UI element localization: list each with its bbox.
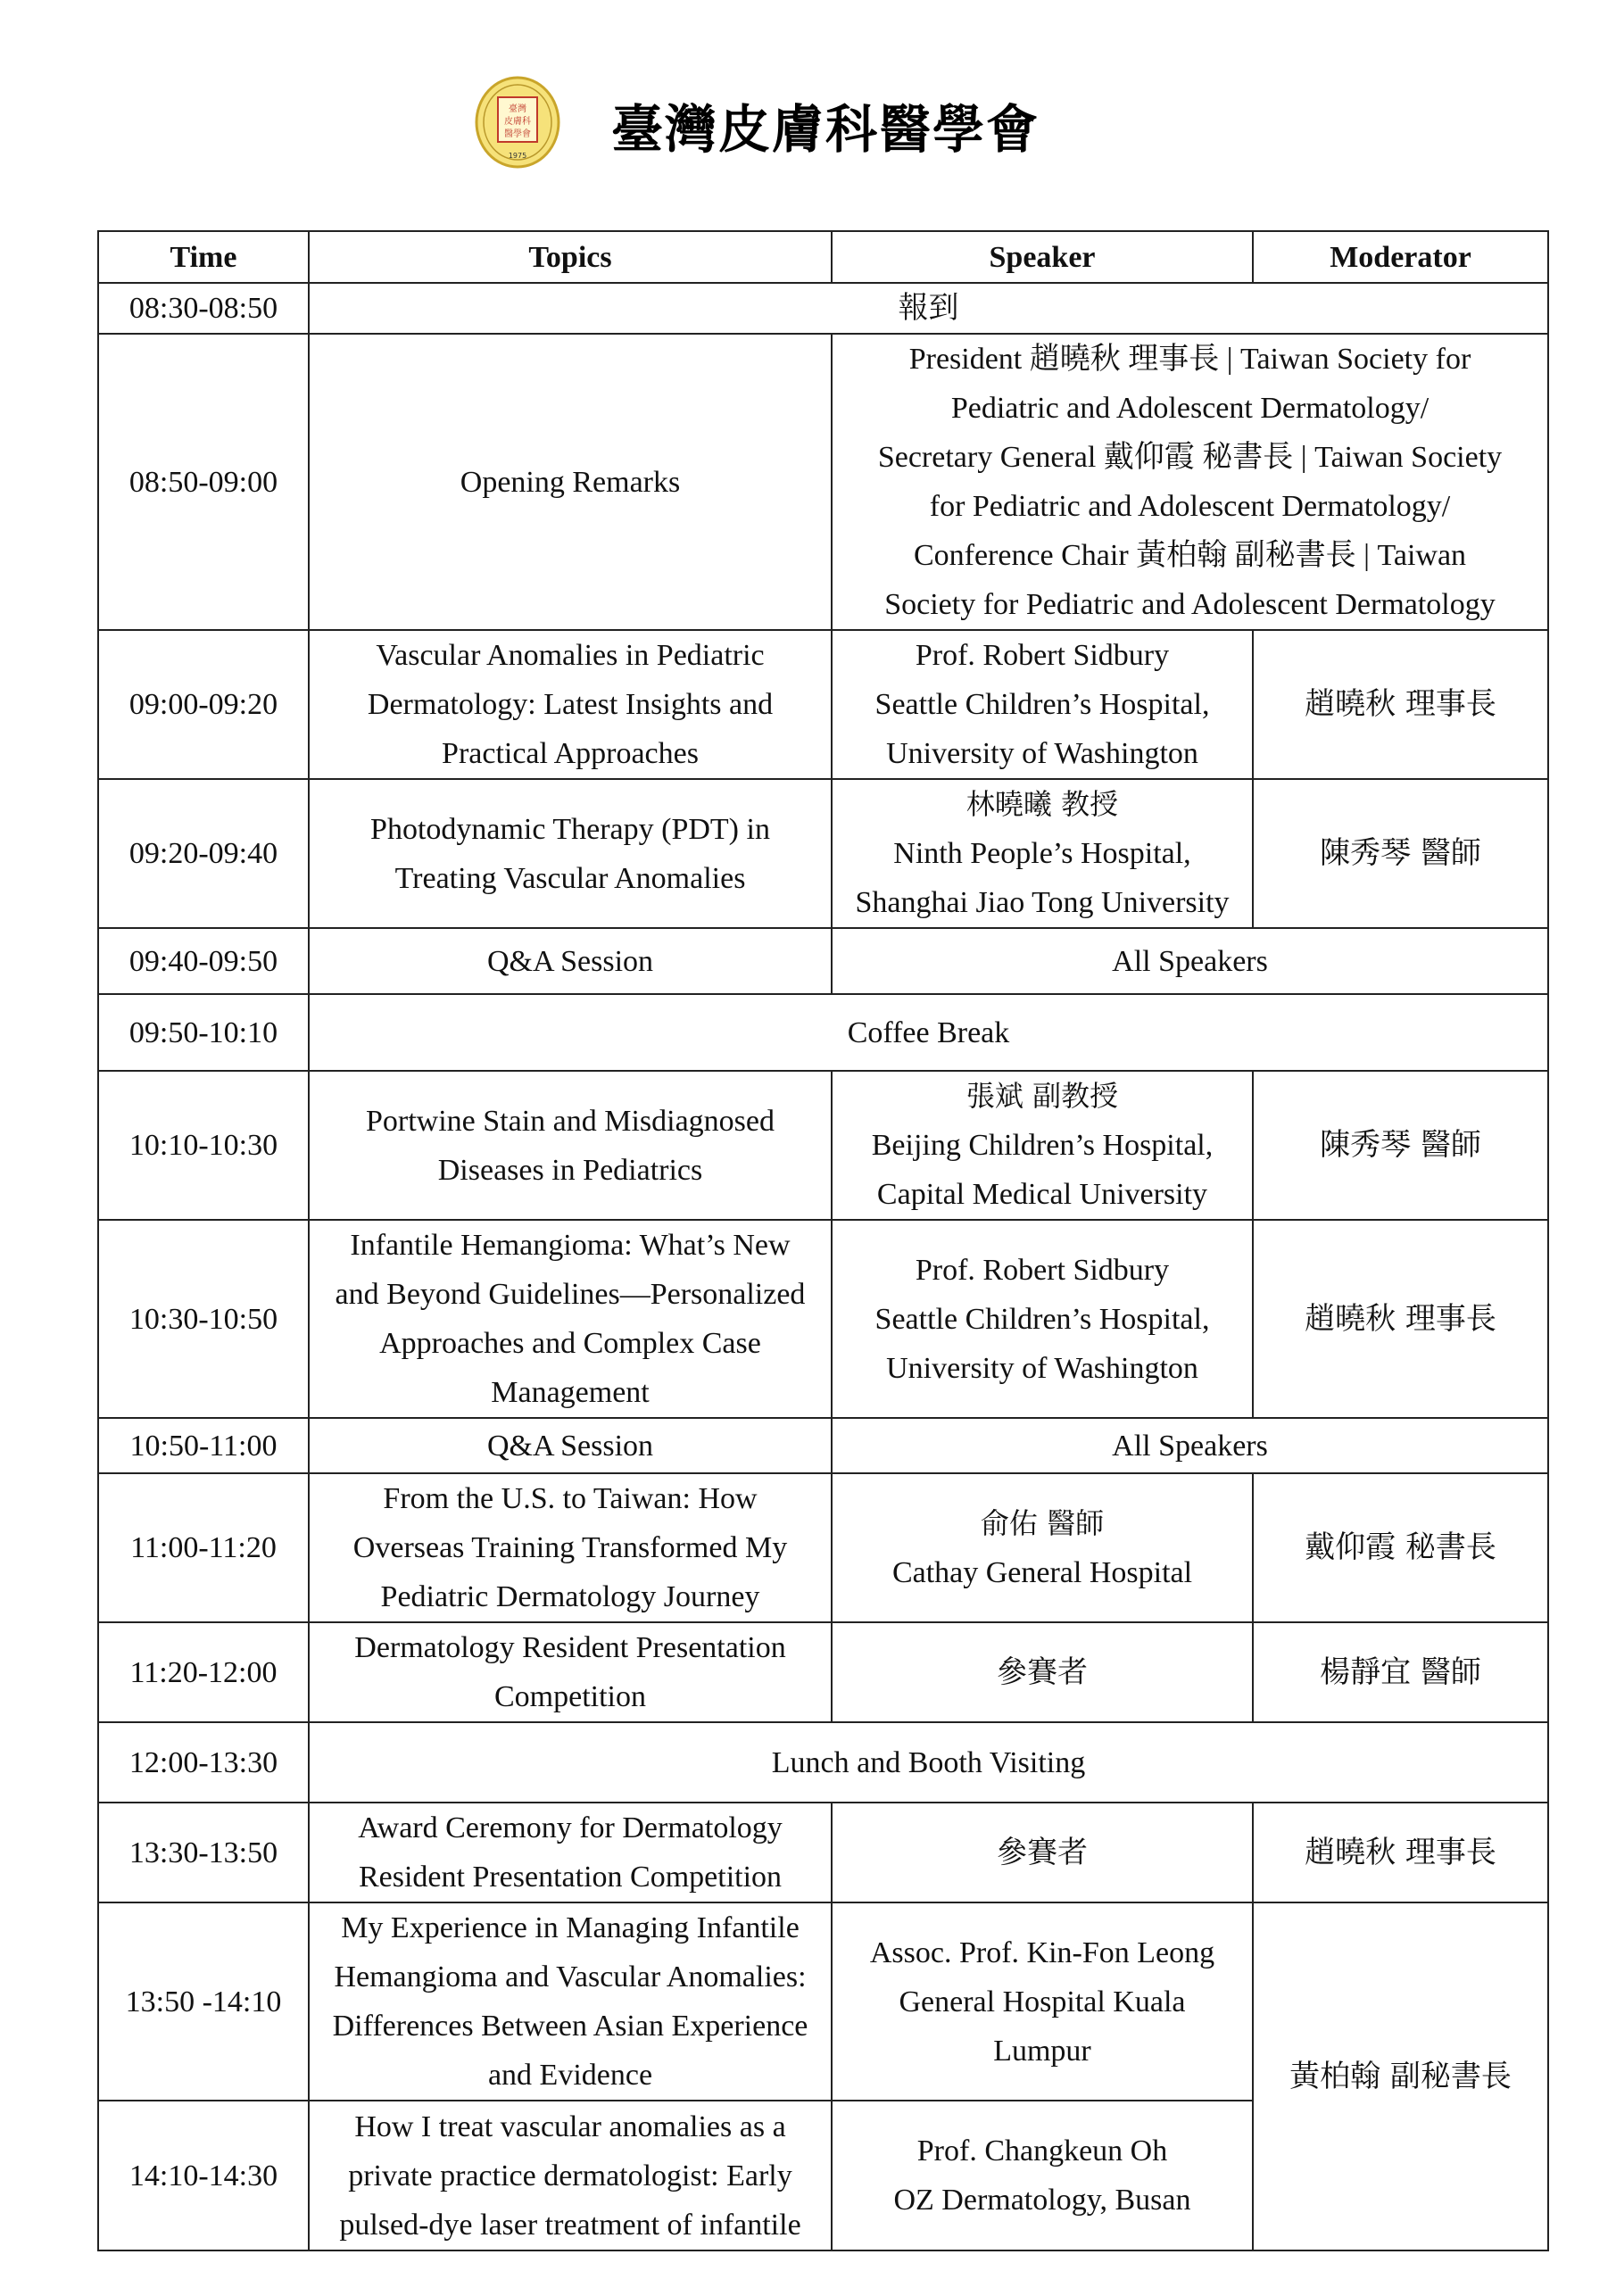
topic-line: Approaches and Complex Case (379, 1327, 761, 1360)
schedule-table (97, 230, 1549, 2251)
topic-cell (309, 1473, 832, 1622)
speaker-line: Lumpur (993, 2034, 1091, 2068)
speaker-cell (832, 2101, 1253, 2250)
topic-line: Management (491, 1376, 650, 1409)
moderator-cell: 趙曉秋 理事長 (1253, 1220, 1548, 1418)
topic-line: Hemangioma and Vascular Anomalies: (334, 1960, 807, 1993)
topic-line: My Experience in Managing Infantile (341, 1911, 800, 1944)
moderator-cell: 陳秀琴 醫師 (1253, 779, 1548, 928)
time-cell: 11:20-12:00 (98, 1622, 309, 1722)
speaker-cell (832, 1220, 1253, 1418)
topic-line: Infantile Hemangioma: What’s New (350, 1229, 791, 1262)
table-row (98, 1473, 1548, 1622)
topic-line: and Evidence (487, 2059, 653, 2092)
time-cell: 08:50-09:00 (98, 334, 309, 630)
time-cell: 12:00-13:30 (98, 1722, 309, 1803)
speaker-cell (832, 1071, 1253, 1220)
topic-cell (309, 1803, 832, 1902)
speaker-line: Secretary General 戴仰霞 秘書長 | Taiwan Society (877, 441, 1503, 474)
time-cell: 10:30-10:50 (98, 1220, 309, 1418)
moderator-cell: 楊靜宜 醫師 (1253, 1622, 1548, 1722)
topic-line: How I treat vascular anomalies as a (354, 2110, 786, 2143)
speaker-line: University of Washington (886, 1351, 1198, 1385)
table-header-row (98, 231, 1548, 283)
time-cell: 14:10-14:30 (98, 2101, 309, 2250)
logo-center-line: 醫學會 (504, 129, 531, 139)
speaker-line: Prof. Robert Sidbury (915, 1253, 1170, 1287)
topic-line: Diseases in Pediatrics (437, 1153, 703, 1187)
topic-line: Competition (494, 1680, 646, 1713)
topic-line: Treating Vascular Anomalies (394, 861, 746, 895)
table-row (98, 1071, 1548, 1220)
moderator-cell: 黃柏翰 副秘書長 (1253, 1902, 1548, 2250)
speaker-line: University of Washington (886, 737, 1198, 770)
moderator-cell: 趙曉秋 理事長 (1253, 1803, 1548, 1902)
time-cell: 09:00-09:20 (98, 630, 309, 779)
lunch-cell: Lunch and Booth Visiting (309, 1722, 1548, 1803)
topic-line: Portwine Stain and Misdiagnosed (365, 1104, 775, 1138)
registration-cell: 報到 (309, 283, 1548, 334)
logo-center-line: 皮膚科 (504, 117, 531, 127)
topic-line: Opening Remarks (460, 465, 681, 499)
topic-line: Award Ceremony for Dermatology (358, 1811, 783, 1844)
speaker-line: Prof. Changkeun Oh (916, 2134, 1168, 2168)
topic-line: Dermatology Resident Presentation (354, 1631, 786, 1664)
topic-line: pulsed-dye laser treatment of infantile (339, 2208, 801, 2242)
speaker-line: Pediatric and Adolescent Dermatology/ (950, 392, 1430, 425)
table-row (98, 1722, 1548, 1803)
speaker-cell: All Speakers (832, 1418, 1548, 1473)
time-cell: 13:30-13:50 (98, 1803, 309, 1902)
break-cell: Coffee Break (309, 994, 1548, 1071)
topic-line: Differences Between Asian Experience (332, 2010, 808, 2043)
speaker-line: Ninth People’s Hospital, (893, 837, 1191, 870)
moderator-cell: 趙曉秋 理事長 (1253, 630, 1548, 779)
logo-center-line: 臺灣 (509, 104, 526, 114)
topic-cell (309, 1622, 832, 1722)
speaker-cell (832, 630, 1253, 779)
organization-name: 臺灣皮膚科醫學會 (611, 99, 1040, 160)
speaker-line: Seattle Children’s Hospital, (874, 1302, 1210, 1336)
time-cell: 09:40-09:50 (98, 928, 309, 994)
topic-cell (309, 779, 832, 928)
speaker-cell (832, 1473, 1253, 1622)
table-row (98, 928, 1548, 994)
speaker-line: OZ Dermatology, Busan (893, 2184, 1191, 2217)
table-row (98, 779, 1548, 928)
speaker-line: Beijing Children’s Hospital, (871, 1129, 1214, 1162)
table-row (98, 994, 1548, 1071)
page-header (473, 71, 1040, 178)
moderator-cell: 戴仰霞 秘書長 (1253, 1473, 1548, 1622)
topic-line: Pediatric Dermatology Journey (380, 1580, 760, 1613)
moderator-cell: 陳秀琴 醫師 (1253, 1071, 1548, 1220)
table-row (98, 1220, 1548, 1418)
time-cell: 08:30-08:50 (98, 283, 309, 334)
column-header-moderator: Moderator (1253, 231, 1548, 283)
topic-line: private practice dermatologist: Early (348, 2159, 792, 2192)
table-row (98, 283, 1548, 334)
table-row (98, 1803, 1548, 1902)
speaker-line: Seattle Children’s Hospital, (874, 688, 1210, 721)
topic-line: and Beyond Guidelines—Personalized (335, 1278, 806, 1311)
time-cell: 11:00-11:20 (98, 1473, 309, 1622)
time-cell: 10:10-10:30 (98, 1071, 309, 1220)
speaker-line: Cathay General Hospital (891, 1555, 1193, 1589)
topic-cell (309, 1902, 832, 2101)
speaker-line: 林曉曦 教授 (965, 787, 1119, 821)
topic-cell: Q&A Session (309, 1418, 832, 1473)
table-row (98, 334, 1548, 630)
topic-line: Overseas Training Transformed My (352, 1531, 788, 1564)
topic-cell (309, 630, 832, 779)
topic-line: Practical Approaches (442, 737, 699, 770)
topic-line: Photodynamic Therapy (PDT) in (370, 812, 770, 846)
logo-year: 1975 (508, 152, 527, 160)
speaker-line: for Pediatric and Adolescent Dermatology/ (929, 490, 1451, 523)
column-header-speaker: Speaker (832, 231, 1253, 283)
column-header-time: Time (98, 231, 309, 283)
topic-cell (309, 334, 832, 630)
speaker-line: 張斌 副教授 (965, 1079, 1119, 1113)
speaker-cell (832, 334, 1548, 630)
topic-cell (309, 1071, 832, 1220)
topic-line: Vascular Anomalies in Pediatric (376, 639, 765, 672)
topic-cell (309, 2101, 832, 2250)
speaker-cell: 參賽者 (832, 1803, 1253, 1902)
table-row (98, 1622, 1548, 1722)
topic-cell: Q&A Session (309, 928, 832, 994)
association-logo (473, 76, 562, 174)
topic-line: Dermatology: Latest Insights and (367, 688, 774, 721)
topic-line: From the U.S. to Taiwan: How (383, 1482, 758, 1515)
topic-line: Resident Presentation Competition (358, 1861, 783, 1894)
speaker-cell (832, 1902, 1253, 2101)
topic-cell (309, 1220, 832, 1418)
column-header-topics: Topics (309, 231, 832, 283)
time-cell: 09:20-09:40 (98, 779, 309, 928)
table-row (98, 1902, 1548, 2101)
speaker-line: Prof. Robert Sidbury (915, 639, 1170, 672)
speaker-cell: 參賽者 (832, 1622, 1253, 1722)
table-row (98, 1418, 1548, 1473)
time-cell: 10:50-11:00 (98, 1418, 309, 1473)
time-cell: 09:50-10:10 (98, 994, 309, 1071)
speaker-line: Conference Chair 黃柏翰 副秘書長 | Taiwan (913, 539, 1467, 572)
speaker-cell: All Speakers (832, 928, 1548, 994)
speaker-line: 俞佑 醫師 (980, 1505, 1105, 1540)
speaker-line: Capital Medical University (876, 1178, 1208, 1211)
speaker-line: General Hospital Kuala (899, 1985, 1186, 2018)
time-cell: 13:50 -14:10 (98, 1902, 309, 2101)
speaker-line: Society for Pediatric and Adolescent Dermatology (884, 588, 1496, 621)
speaker-cell (832, 779, 1253, 928)
speaker-line: Shanghai Jiao Tong University (855, 886, 1230, 919)
speaker-line: President 趙曉秋 理事長 | Taiwan Society for (908, 343, 1471, 376)
table-row (98, 630, 1548, 779)
speaker-line: Assoc. Prof. Kin-Fon Leong (869, 1935, 1215, 1969)
